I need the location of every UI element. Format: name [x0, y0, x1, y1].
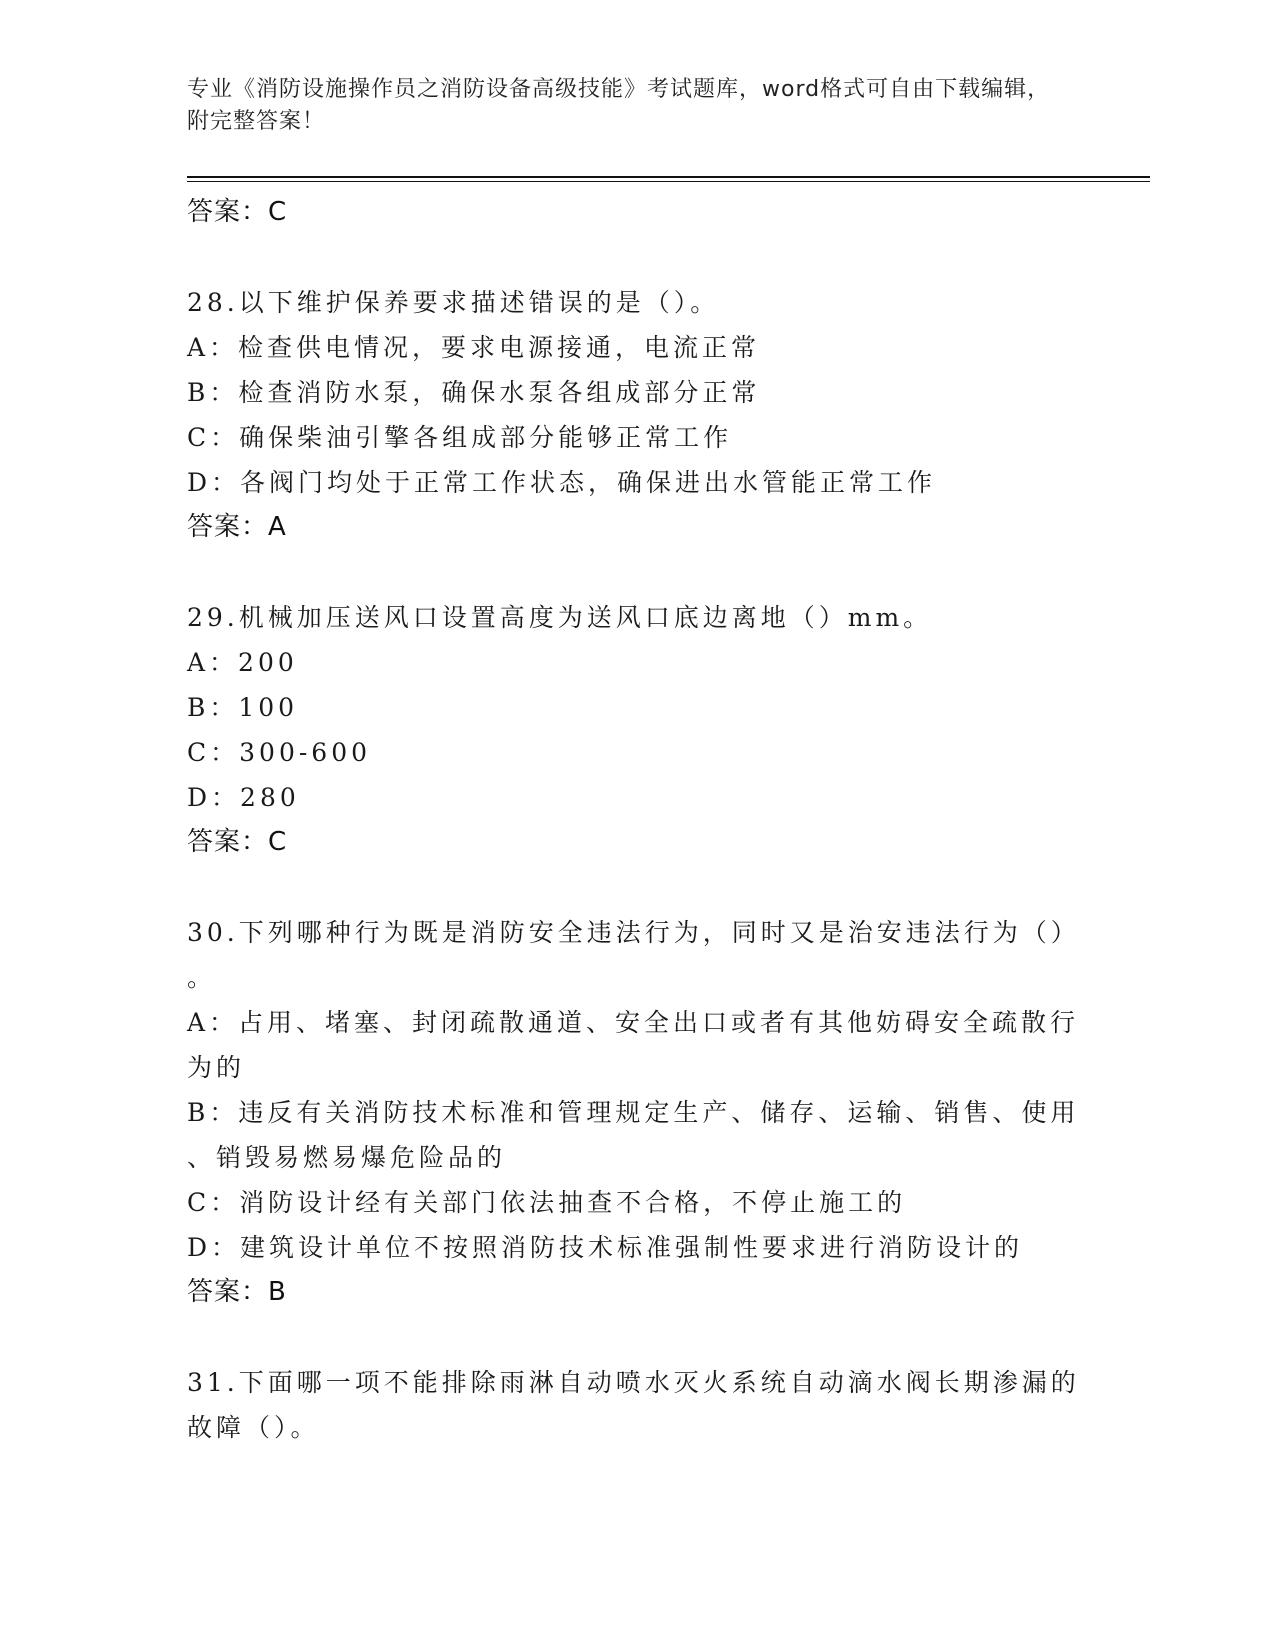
question-29: [187, 595, 1087, 865]
document-header: 专业《消防设施操作员之消防设备高级技能》考试题库，word格式可自由下载编辑，附完整答案！: [187, 77, 1051, 134]
option-c: C：300-600: [187, 738, 372, 767]
option-c: C：确保柴油引擎各组成部分能够正常工作: [187, 423, 733, 452]
option-b-cont: 、销毁易燃易爆危险品的: [187, 1143, 507, 1172]
header-divider-thin: [187, 181, 1150, 182]
option-b: B：检查消防水泵，确保水泵各组成部分正常: [187, 378, 761, 407]
option-a-cont: 为的: [187, 1053, 246, 1082]
question-stem: 29.机械加压送风口设置高度为送风口底边离地（）mm。: [187, 603, 933, 632]
question-stem: 31.下面哪一项不能排除雨淋自动喷水灭火系统自动滴水阀长期渗漏的: [187, 1368, 1080, 1397]
option-d: D：280: [187, 783, 300, 812]
option-c: C：消防设计经有关部门依法抽查不合格，不停止施工的: [187, 1188, 907, 1217]
option-a: A：检查供电情况，要求电源接通，电流正常: [187, 333, 761, 362]
question-stem-cont: 。: [187, 963, 217, 992]
question-list: [187, 190, 1087, 1450]
option-d: D：建筑设计单位不按照消防技术标准强制性要求进行消防设计的: [187, 1233, 1024, 1262]
question-stem-cont: 故障（）。: [187, 1413, 320, 1442]
answer-30: 答案：B: [187, 1277, 287, 1307]
answer-28: 答案：A: [187, 512, 287, 542]
header-divider-thick: [187, 176, 1150, 178]
option-b: B：100: [187, 693, 299, 722]
answer-27: 答案：C: [187, 197, 288, 227]
option-a: A：200: [187, 648, 298, 677]
question-28: [187, 280, 1087, 550]
question-30: [187, 910, 1087, 1315]
option-d: D：各阀门均处于正常工作状态，确保进出水管能正常工作: [187, 468, 937, 497]
question-stem: 30.下列哪种行为既是消防安全违法行为，同时又是治安违法行为（）: [187, 918, 1080, 947]
question-stem: 28.以下维护保养要求描述错误的是（）。: [187, 288, 720, 317]
option-b: B：违反有关消防技术标准和管理规定生产、储存、运输、销售、使用: [187, 1098, 1080, 1127]
option-a: A：占用、堵塞、封闭疏散通道、安全出口或者有其他妨碍安全疏散行: [187, 1008, 1080, 1037]
question-31: [187, 1360, 1087, 1450]
answer-29: 答案：C: [187, 827, 288, 857]
